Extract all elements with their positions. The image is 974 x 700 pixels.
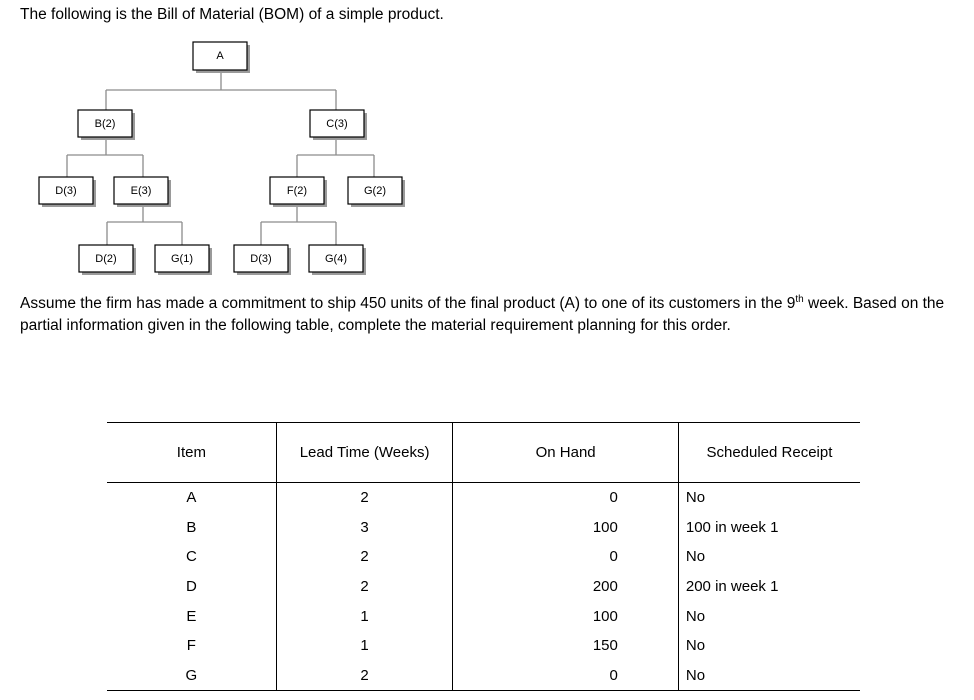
- header-lead-time: Lead Time (Weeks): [276, 423, 453, 483]
- cell-scheduled-receipt: 200 in week 1: [685, 578, 779, 596]
- table-row: [107, 631, 860, 661]
- cell-lead-time: 2: [276, 661, 453, 691]
- cell-lead-time: 1: [276, 601, 453, 631]
- cell-on-hand: 100: [453, 601, 678, 631]
- bom-node-label: D(2): [95, 252, 117, 265]
- paragraph-text-2: week. Based on the partial information given in the following table, complete the material requirement planning for this order.: [20, 295, 945, 334]
- cell-scheduled-receipt: No: [685, 489, 706, 507]
- cell-on-hand: 150: [453, 631, 678, 661]
- cell-item: C: [107, 542, 276, 572]
- bom-node-d: [79, 245, 136, 275]
- bom-node-d: [234, 245, 291, 275]
- cell-item: D: [107, 572, 276, 602]
- bom-node-label: A: [216, 49, 224, 62]
- bom-node-c: [310, 110, 367, 140]
- cell-item: A: [107, 483, 276, 513]
- bom-node-label: C(3): [326, 117, 348, 130]
- cell-on-hand: 200: [453, 572, 678, 602]
- bom-node-label: F(2): [286, 184, 308, 197]
- cell-scheduled-receipt: No: [685, 548, 706, 566]
- cell-lead-time: 2: [276, 483, 453, 513]
- cell-lead-time: 1: [276, 631, 453, 661]
- paragraph-text-1: Assume the firm has made a commitment to ship 450 units of the final product (A) to one of its customers in the 9: [20, 295, 796, 312]
- cell-lead-time: 2: [276, 572, 453, 602]
- table-row: [107, 483, 860, 513]
- cell-item: G: [107, 661, 276, 691]
- header-scheduled-receipt: Scheduled Receipt: [678, 423, 860, 483]
- bom-node-label: G(4): [325, 252, 347, 265]
- cell-on-hand: 0: [453, 483, 678, 513]
- bom-tree-diagram: [0, 0, 974, 290]
- bom-node-a: [193, 42, 250, 73]
- cell-lead-time: 3: [276, 513, 453, 543]
- table-row: [107, 542, 860, 572]
- table-row: [107, 513, 860, 543]
- bom-node-label: G(1): [171, 252, 193, 265]
- cell-scheduled-receipt: No: [678, 661, 860, 691]
- bom-node-g: [155, 245, 212, 275]
- cell-item: F: [107, 631, 276, 661]
- cell-on-hand: 100: [453, 513, 678, 543]
- cell-on-hand: 0: [453, 542, 678, 572]
- bom-node-d: [39, 177, 96, 207]
- cell-scheduled-receipt: No: [685, 637, 706, 655]
- ordinal-suffix: th: [795, 294, 804, 305]
- cell-scheduled-receipt: No: [685, 607, 706, 625]
- mrp-table: [107, 422, 860, 691]
- bom-node-label: E(3): [130, 184, 152, 197]
- table-header-row: [107, 423, 860, 483]
- header-item: Item: [107, 423, 276, 483]
- bom-node-e: [114, 177, 171, 207]
- cell-item: E: [107, 601, 276, 631]
- cell-on-hand: 0: [453, 661, 678, 691]
- header-on-hand: On Hand: [453, 423, 678, 483]
- table-row: [107, 601, 860, 631]
- intro-text: The following is the Bill of Material (BOM) of a simple product.: [20, 6, 444, 23]
- bom-node-label: G(2): [364, 184, 386, 197]
- bom-connectors: [67, 72, 374, 245]
- bom-node-label: D(3): [55, 184, 77, 197]
- cell-lead-time: 2: [276, 542, 453, 572]
- bom-node-g: [348, 177, 405, 207]
- bom-node-g: [309, 245, 366, 275]
- table-row: [107, 572, 860, 602]
- cell-scheduled-receipt: 100 in week 1: [685, 518, 779, 536]
- bom-node-f: [270, 177, 327, 207]
- assumption-paragraph: [20, 293, 960, 337]
- bom-node-b: [78, 110, 135, 140]
- bom-node-label: D(3): [250, 252, 272, 265]
- bom-node-label: B(2): [94, 117, 116, 130]
- table-row: [107, 661, 860, 691]
- cell-item: B: [107, 513, 276, 543]
